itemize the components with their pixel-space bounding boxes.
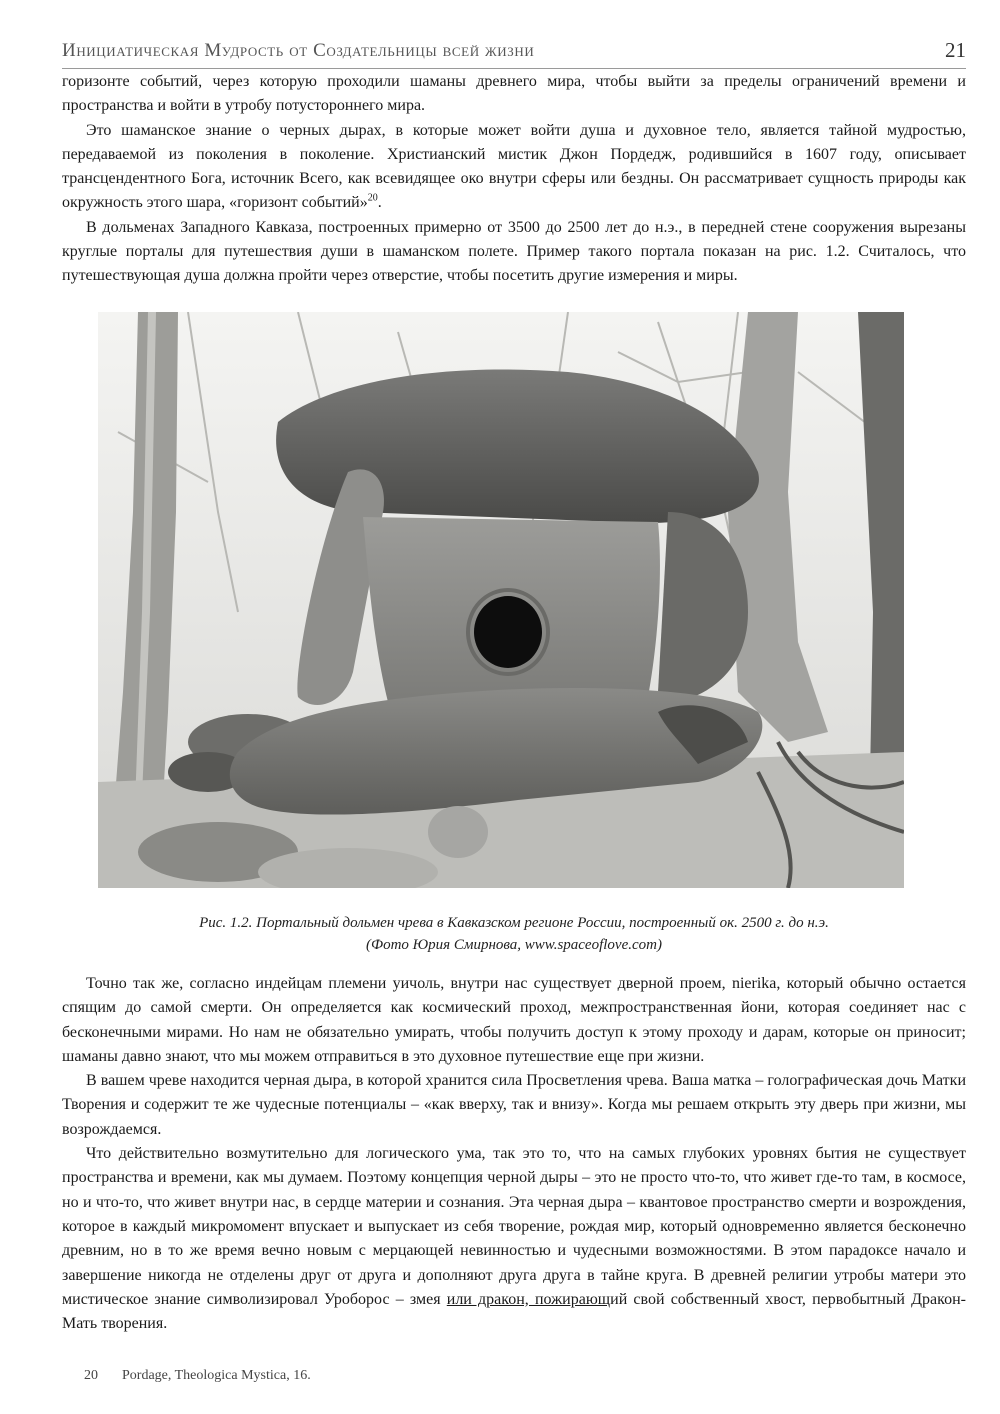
paragraph-text: Что действительно возмутительно для логического ума, так это то, что на самых глубоких уровнях бытия не существует пространства и времени, как мы думаем. Поэтому концепция черной дыры – это не просто что-то, что живет где-то там, в космосе, но и что-то, что живет внутри нас, в сердце материи и сознания. Эта черная дыра – квантовое пространство смерти и возрождения, которое в каждый микромомент впускает и выпускает из себя творение, рождая мир, который одновременно является бесконечно древним, но в то же время вечно новым с мерцающей невинностью и чудесными возможностями. В этом парадоксе начало и завершение никогда не отделены друг от друга и дополняют друга друга в тайне круга. В древней религии утробы матери это мистическое знание символизировал Уроборос – змея	[62, 1145, 966, 1308]
header-title: Инициатическая Мудрость от Создательницы всей жизни	[62, 40, 535, 61]
paragraph-text: ий свой собственный хвост, первобытный Дракон-Мать творения.	[62, 1290, 967, 1333]
running-header	[62, 38, 966, 69]
paragraph: В дольменах Западного Кавказа, построенных примерно от 3500 до 2500 лет до н.э., в передней стене сооружения вырезаны круглые порталы для путешествия души в шаманском полете. Пример такого портала показан на рис. 1.2. Считалось, что путешествующая душа должна пройти через отверстие, чтобы посетить другие измерения и миры.	[62, 218, 966, 285]
paragraph-text: Это шаманское знание о черных дырах, в которые может войти душа и духовное тело, является тайной мудростью, передаваемой из поколения в поколение. Христианский мистик Джон Пордедж, родившийся в 1607 году, описывает трансцендентного Бога, источник Всего, как всевидящее око внутри сферы или бездны. Он рассматривает сущность природы как окружность этого шара, «горизонт событий»	[62, 121, 966, 212]
paragraph: Это шаманское знание о черных дырах, в которые может войти душа и духовное тело, является тайной мудростью, передаваемой из поколения в поколение. Христианский мистик Джон Пордедж, родившийся в 1607 году, описывает трансцендентного Бога, источник Всего, как всевидящее око внутри сферы или бездны. Он рассматривает сущность природы как окружность этого шара, «горизонт событий»$^{20}$.	[62, 121, 966, 212]
top-text-block	[62, 70, 966, 289]
paragraph: горизонте событий, через которую проходили шаманы древнего мира, чтобы выйти за пределы ограничений времени и пространства и войти в утробу потустороннего мира.	[62, 73, 966, 115]
dolmen-photo	[98, 312, 904, 888]
page-number: 21	[945, 38, 966, 62]
paragraph: В вашем чреве находится черная дыра, в которой хранится сила Просветления чрева. Ваша матка – голографическая дочь Матки Творения и содержит те же чудесные потенциалы – «как вверху, так и внизу». Когда мы решаем открыть эту дверь при жизни, мы возрождаемся.	[62, 1072, 966, 1138]
paragraph: Точно так же, согласно индейцам племени уичоль, внутри нас существует дверной проем, nierika, который обычно остается спящим до самой смерти. Он определяется как космический проход, межпространственная йони, которая соединяет нас с бесконечными мирами. Но нам не обязательно умирать, чтобы получить доступ к этому проходу и дарам, которые он приносит; шаманы давно знают, что мы можем отправиться в это духовное путешествие еще при жизни.	[62, 975, 966, 1065]
caption-line: Рис. 1.2. Портальный дольмен чрева в Кавказском регионе России, построенный ок. 2500 г. до н.э.	[199, 915, 829, 931]
footnote-ref[interactable]: 20	[367, 193, 378, 205]
figure-caption	[62, 912, 966, 956]
footnote-number: 20	[84, 1368, 98, 1383]
bottom-text-block	[62, 972, 966, 1336]
footnote-text: Pordage, Theologica Mystica, 16.	[122, 1368, 311, 1383]
underlined-text: или дракон, пожирающ	[446, 1290, 611, 1308]
paragraph	[62, 1142, 966, 1336]
footnote	[84, 1368, 311, 1384]
caption-credit: (Фото Юрия Смирнова, www.spaceoflove.com)	[366, 937, 662, 953]
